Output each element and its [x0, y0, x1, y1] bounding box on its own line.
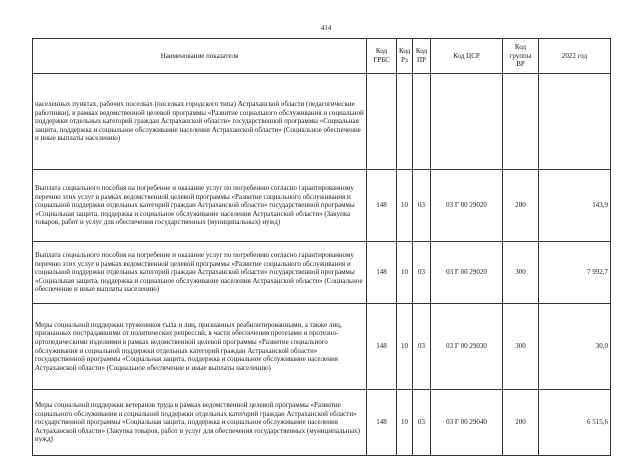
header-grbs: Код ГРБС	[367, 39, 397, 74]
row-pr	[413, 74, 431, 170]
row-pr: 03	[413, 170, 431, 242]
row-vr: 300	[503, 242, 539, 304]
table-row	[33, 170, 611, 242]
row-rz: 10	[397, 242, 413, 304]
table-header-row	[33, 39, 611, 74]
row-name: населенных пунктах, рабочих поселках (поселках городского типа) Астраханской области (педагогические работники), в рамках ведомственной целевой программы «Развитие социального обслуживания и социальной поддержки отдельных категорий граждан Астраханской области» государственной программы «Социальная защита, поддержка и социальное обслуживание населения Астраханской области» (Социальное обеспечение и иные выплаты населению)	[33, 74, 367, 170]
header-vr: Код группы ВР	[503, 39, 539, 74]
row-name: Меры социальной поддержки тружеников тыла и лиц, признанных реабилитированными, а также лиц, признанных пострадавшими от политических репрессий, в части обеспечения протезами и протезно-ортопедическими изделиями в рамках ведомственной целевой программы «Развитие социального обслуживания и социальной поддержки отдельных категорий граждан Астраханской области» государственной программы «Социальная защита, поддержка и социальное обслуживание населения Астраханской области» (Социальное обеспечение и иные выплаты населению)	[33, 304, 367, 390]
row-grbs: 148	[367, 170, 397, 242]
budget-table	[32, 38, 611, 456]
row-vr: 200	[503, 390, 539, 456]
row-pr: 03	[413, 304, 431, 390]
row-csr: 03 Г 00 29020	[431, 242, 503, 304]
row-csr	[431, 74, 503, 170]
table-row	[33, 74, 611, 170]
header-pr: Код ПР	[413, 39, 431, 74]
header-year: 2022 год	[539, 39, 611, 74]
row-csr: 03 Г 00 29020	[431, 170, 503, 242]
row-csr: 03 Г 00 29040	[431, 390, 503, 456]
row-name: Выплата социального пособия на погребение и оказание услуг по погребению согласно гарантированному перечню этих услуг в рамках ведомственной целевой программы «Развитие социального обслуживания и социальной поддержки отдельных категорий граждан Астраханской области» государственной программы «Социальная защита, поддержка и социальное обслуживание населения Астраханской области» (Закупка товаров, работ и услуг для обеспечения государственных (муниципальных) нужд)	[33, 170, 367, 242]
row-rz: 10	[397, 390, 413, 456]
row-vr: 200	[503, 170, 539, 242]
header-name: Наименование показателя	[33, 39, 367, 74]
table-row	[33, 390, 611, 456]
row-rz: 10	[397, 304, 413, 390]
row-vr	[503, 74, 539, 170]
row-value	[539, 74, 611, 170]
row-csr: 03 Г 00 29030	[431, 304, 503, 390]
row-grbs: 148	[367, 390, 397, 456]
row-vr: 300	[503, 304, 539, 390]
row-pr: 03	[413, 242, 431, 304]
header-csr: Код ЦСР	[431, 39, 503, 74]
row-name: Выплата социального пособия на погребение и оказание услуг по погребению согласно гарантированному перечню этих услуг в рамках ведомственной целевой программы «Развитие социального обслуживания и социальной поддержки отдельных категорий граждан Астраханской области» государственной программы «Социальная защита, поддержка и социальное обслуживание населения Астраханской области» (Социальное обеспечение и иные выплаты населению)	[33, 242, 367, 304]
row-name: Меры социальной поддержки ветеранов труда в рамках ведомственной целевой программы «Развитие социального обслуживания и социальной поддержки отдельных категорий граждан Астраханской области» государственной программы «Социальная защита, поддержка и социальное обслуживание населения Астраханской области» (Закупка товаров, работ и услуг для обеспечения государственных (муниципальных) нужд)	[33, 390, 367, 456]
table-row	[33, 242, 611, 304]
row-rz: 10	[397, 170, 413, 242]
row-value: 143,9	[539, 170, 611, 242]
row-rz	[397, 74, 413, 170]
row-grbs: 148	[367, 304, 397, 390]
row-grbs: 148	[367, 242, 397, 304]
page-number: 414	[320, 24, 332, 32]
row-pr: 03	[413, 390, 431, 456]
row-value: 30,0	[539, 304, 611, 390]
header-rz: Код Рз	[397, 39, 413, 74]
row-value: 6 515,6	[539, 390, 611, 456]
row-value: 7 992,7	[539, 242, 611, 304]
table-row	[33, 304, 611, 390]
row-grbs	[367, 74, 397, 170]
